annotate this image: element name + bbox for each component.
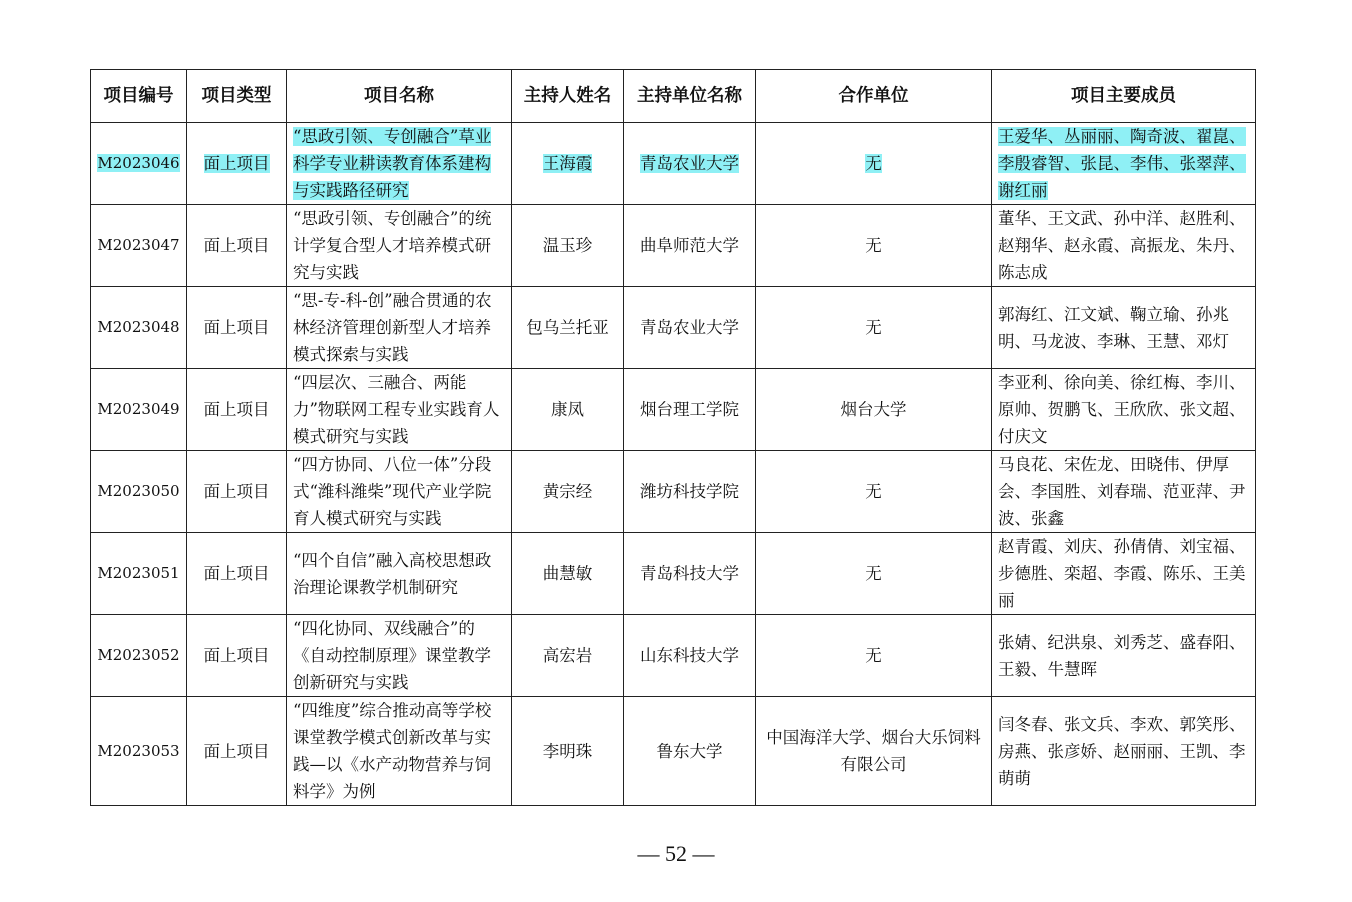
project-code: M2023048 bbox=[91, 287, 187, 369]
project-code: M2023052 bbox=[91, 615, 187, 697]
project-code: M2023047 bbox=[91, 205, 187, 287]
project-partner: 无 bbox=[756, 287, 992, 369]
table-row bbox=[91, 369, 1256, 451]
project-members: 郭海红、江文斌、鞠立瑜、孙兆明、马龙波、李琳、王慧、邓灯 bbox=[992, 287, 1256, 369]
project-partner: 无 bbox=[756, 451, 992, 533]
project-partner: 无 bbox=[865, 154, 882, 173]
project-type: 面上项目 bbox=[187, 287, 287, 369]
project-name: “四方协同、八位一体”分段式“潍科潍柴”现代产业学院育人模式研究与实践 bbox=[287, 451, 512, 533]
header-host: 主持人姓名 bbox=[512, 70, 624, 123]
project-unit: 山东科技大学 bbox=[624, 615, 756, 697]
project-members: 马良花、宋佐龙、田晓伟、伊厚会、李国胜、刘春瑞、范亚萍、尹波、张鑫 bbox=[992, 451, 1256, 533]
project-members: 董华、王文武、孙中洋、赵胜利、赵翔华、赵永霞、高振龙、朱丹、陈志成 bbox=[992, 205, 1256, 287]
project-members: 李亚利、徐向美、徐红梅、李川、原帅、贺鹏飞、王欣欣、张文超、付庆文 bbox=[992, 369, 1256, 451]
project-type: 面上项目 bbox=[187, 615, 287, 697]
project-name: “思政引领、专创融合”草业科学专业耕读教育体系建构与实践路径研究 bbox=[293, 127, 492, 200]
table-row bbox=[91, 697, 1256, 806]
table-row bbox=[91, 615, 1256, 697]
table-row bbox=[91, 451, 1256, 533]
header-name: 项目名称 bbox=[287, 70, 512, 123]
project-host: 包乌兰托亚 bbox=[512, 287, 624, 369]
project-code: M2023046 bbox=[97, 154, 180, 172]
project-type: 面上项目 bbox=[187, 697, 287, 806]
project-name: “思政引领、专创融合”的统计学复合型人才培养模式研究与实践 bbox=[287, 205, 512, 287]
project-partner: 无 bbox=[756, 615, 992, 697]
project-partner: 烟台大学 bbox=[756, 369, 992, 451]
project-table bbox=[90, 69, 1256, 806]
project-unit: 曲阜师范大学 bbox=[624, 205, 756, 287]
project-host: 李明珠 bbox=[512, 697, 624, 806]
project-type: 面上项目 bbox=[187, 205, 287, 287]
project-name: “四化协同、双线融合”的《自动控制原理》课堂教学创新研究与实践 bbox=[287, 615, 512, 697]
project-unit: 青岛农业大学 bbox=[624, 287, 756, 369]
project-host: 黄宗经 bbox=[512, 451, 624, 533]
project-name: “四维度”综合推动高等学校课堂教学模式创新改革与实践—以《水产动物营养与饲料学》为例 bbox=[287, 697, 512, 806]
table-row bbox=[91, 205, 1256, 287]
header-code: 项目编号 bbox=[91, 70, 187, 123]
header-members: 项目主要成员 bbox=[992, 70, 1256, 123]
project-host: 王海霞 bbox=[542, 154, 593, 173]
header-partner: 合作单位 bbox=[756, 70, 992, 123]
project-type: 面上项目 bbox=[187, 369, 287, 451]
project-members: 王爱华、丛丽丽、陶奇波、翟崑、李殷睿智、张昆、李伟、张翠萍、谢红丽 bbox=[998, 127, 1246, 200]
project-name: “思-专-科-创”融合贯通的农林经济管理创新型人才培养模式探索与实践 bbox=[287, 287, 512, 369]
project-host: 康凤 bbox=[512, 369, 624, 451]
project-members: 张婧、纪洪泉、刘秀芝、盛春阳、王毅、牛慧晖 bbox=[992, 615, 1256, 697]
header-type: 项目类型 bbox=[187, 70, 287, 123]
header-unit: 主持单位名称 bbox=[624, 70, 756, 123]
table-row bbox=[91, 123, 1256, 205]
table-row bbox=[91, 287, 1256, 369]
project-unit: 鲁东大学 bbox=[624, 697, 756, 806]
project-host: 高宏岩 bbox=[512, 615, 624, 697]
project-code: M2023050 bbox=[91, 451, 187, 533]
project-type: 面上项目 bbox=[187, 451, 287, 533]
project-host: 温玉珍 bbox=[512, 205, 624, 287]
project-partner: 无 bbox=[756, 533, 992, 615]
project-name: “四层次、三融合、两能力”物联网工程专业实践育人模式研究与实践 bbox=[287, 369, 512, 451]
project-members: 赵青霞、刘庆、孙倩倩、刘宝福、步德胜、栾超、李霞、陈乐、王美丽 bbox=[992, 533, 1256, 615]
table-header-row bbox=[91, 70, 1256, 123]
project-code: M2023049 bbox=[91, 369, 187, 451]
project-code: M2023053 bbox=[91, 697, 187, 806]
project-unit: 潍坊科技学院 bbox=[624, 451, 756, 533]
project-members: 闫冬春、张文兵、李欢、郭笑彤、房燕、张彦娇、赵丽丽、王凯、李萌萌 bbox=[992, 697, 1256, 806]
project-unit: 青岛农业大学 bbox=[640, 154, 739, 173]
project-type: 面上项目 bbox=[203, 154, 270, 173]
table-row bbox=[91, 533, 1256, 615]
page-number: — 52 — bbox=[637, 841, 715, 866]
project-name: “四个自信”融入高校思想政治理论课教学机制研究 bbox=[287, 533, 512, 615]
project-type: 面上项目 bbox=[187, 533, 287, 615]
project-host: 曲慧敏 bbox=[512, 533, 624, 615]
project-code: M2023051 bbox=[91, 533, 187, 615]
project-partner: 中国海洋大学、烟台大乐饲料有限公司 bbox=[756, 697, 992, 806]
project-partner: 无 bbox=[756, 205, 992, 287]
project-unit: 青岛科技大学 bbox=[624, 533, 756, 615]
project-unit: 烟台理工学院 bbox=[624, 369, 756, 451]
